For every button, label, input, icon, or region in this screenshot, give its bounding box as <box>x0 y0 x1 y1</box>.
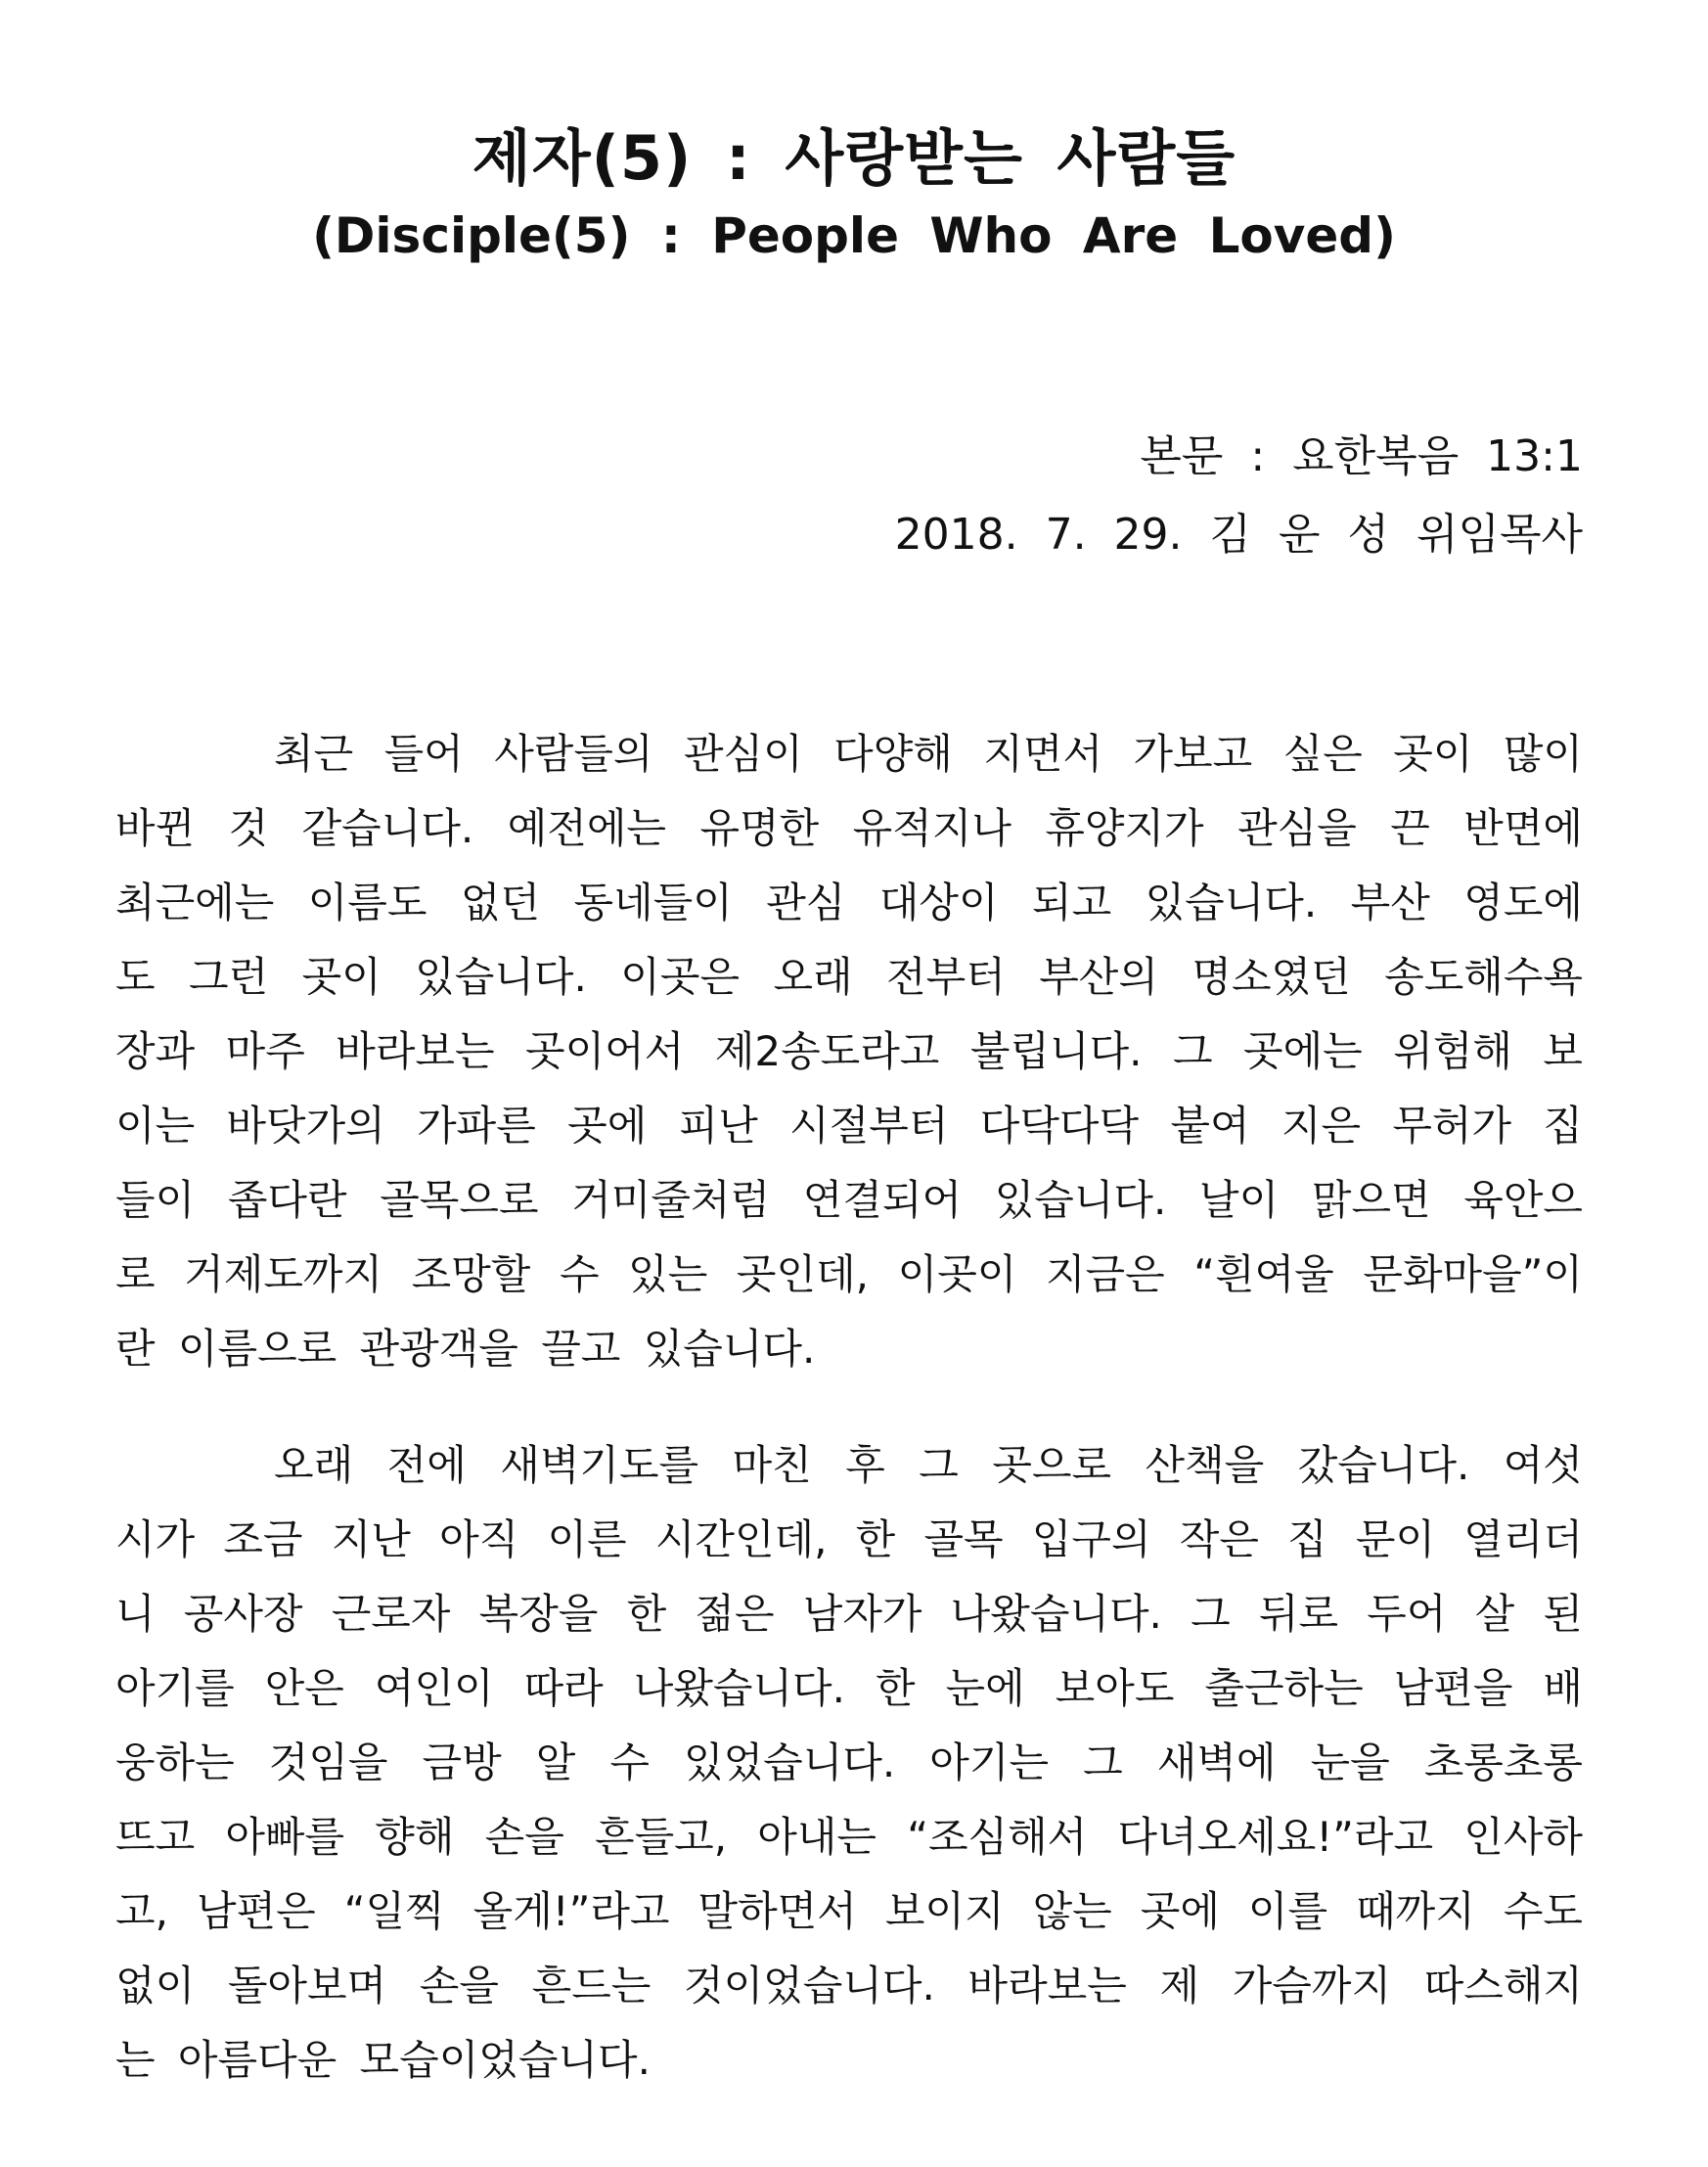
body-paragraph <box>115 717 1583 1386</box>
paragraph-line: 는 아름다운 모습이었습니다. <box>115 2036 651 2084</box>
paragraph-line: 고, 남편은 “일찍 올게!”라고 말하면서 보이지 않는 곳에 이를 때까지 수도 <box>115 1887 1583 1935</box>
paragraph-line: 바뀐 것 같습니다. 예전에는 유명한 유적지나 휴양지가 관심을 끈 반면에 <box>115 804 1583 852</box>
paragraph-line: 란 이름으로 관광객을 끌고 있습니다. <box>115 1325 816 1373</box>
paragraph-line: 웅하는 것임을 금방 알 수 있었습니다. 아기는 그 새벽에 눈을 초롱초롱 <box>115 1738 1583 1786</box>
paragraph-line: 뜨고 아빠를 향해 손을 흔들고, 아내는 “조심해서 다녀오세요!”라고 인사하 <box>115 1813 1583 1861</box>
paragraph-line: 아기를 안은 여인이 따라 나왔습니다. 한 눈에 보아도 출근하는 남편을 배 <box>115 1664 1583 1712</box>
paragraph-line: 최근에는 이름도 없던 동네들이 관심 대상이 되고 있습니다. 부산 영도에 <box>115 879 1583 926</box>
paragraph-line: 없이 돌아보며 손을 흔드는 것이었습니다. 바라보는 제 가슴까지 따스해지 <box>115 1962 1583 2009</box>
paragraph-line: 이는 바닷가의 가파른 곳에 피난 시절부터 다닥다닥 붙여 지은 무허가 집 <box>115 1102 1583 1150</box>
paragraph-line: 최근 들어 사람들의 관심이 다양해 지면서 가보고 싶은 곳이 많이 <box>274 730 1583 778</box>
paragraph-line: 오래 전에 새벽기도를 마친 후 그 곳으로 산책을 갔습니다. 여섯 <box>274 1441 1583 1489</box>
paragraph-line: 시가 조금 지난 아직 이른 시간인데, 한 골목 입구의 작은 집 문이 열리더 <box>115 1515 1583 1563</box>
body-paragraph <box>115 1428 1583 2098</box>
paragraph-line: 로 거제도까지 조망할 수 있는 곳인데, 이곳이 지금은 “흰여울 문화마을”이 <box>115 1250 1583 1298</box>
scripture-reference: 본문 : 요한복음 13:1 <box>1140 431 1583 481</box>
date-and-preacher: 2018. 7. 29. 김 운 성 위임목사 <box>894 510 1583 560</box>
paragraph-line: 도 그런 곳이 있습니다. 이곳은 오래 전부터 부산의 명소였던 송도해수욕 <box>115 953 1583 1001</box>
paragraph-line: 들이 좁다란 골목으로 거미줄처럼 연결되어 있습니다. 날이 맑으면 육안으 <box>115 1176 1583 1224</box>
sermon-title-english: (Disciple(5) : People Who Are Loved) <box>312 207 1396 264</box>
paragraph-line: 니 공사장 근로자 복장을 한 젊은 남자가 나왔습니다. 그 뒤로 두어 살 된 <box>115 1590 1583 1638</box>
paragraph-line: 장과 마주 바라보는 곳이어서 제2송도라고 불립니다. 그 곳에는 위험해 보 <box>115 1027 1583 1075</box>
sermon-title-korean: 제자(5) : 사랑받는 사람들 <box>472 122 1236 194</box>
